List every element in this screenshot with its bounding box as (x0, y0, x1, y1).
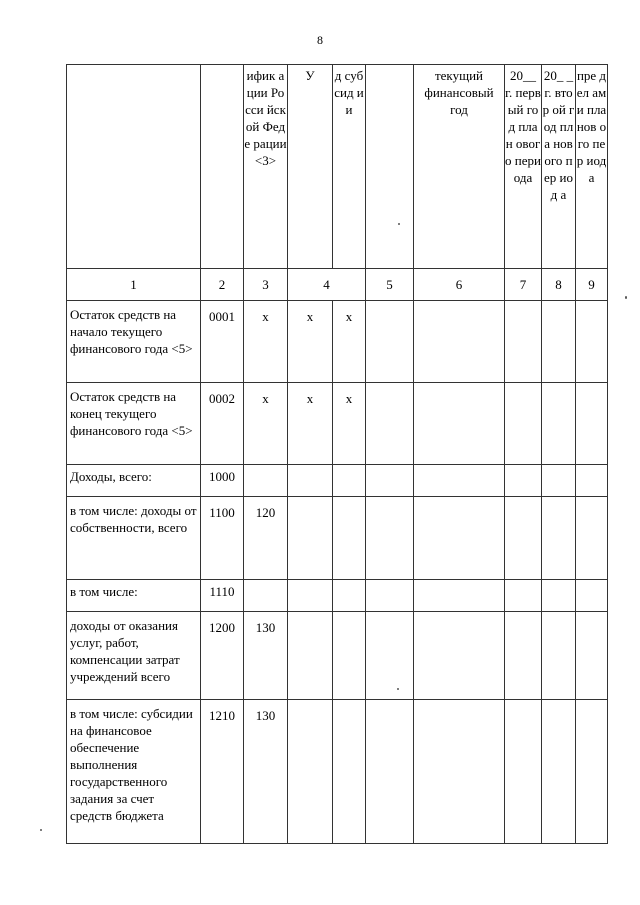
column-number: 1 (67, 269, 201, 301)
empty-cell (576, 383, 608, 465)
header-col2 (201, 65, 244, 269)
empty-cell (576, 580, 608, 612)
row-value: 120 (244, 497, 288, 580)
row-code: 1200 (201, 612, 244, 700)
empty-cell (366, 580, 414, 612)
empty-cell (576, 612, 608, 700)
empty-cell (366, 700, 414, 844)
empty-cell (542, 497, 576, 580)
empty-cell (505, 580, 542, 612)
row-value: x (333, 383, 366, 465)
empty-cell (542, 700, 576, 844)
empty-cell (414, 383, 505, 465)
header-col6: текущий финансовый год (414, 65, 505, 269)
row-value (244, 465, 288, 497)
row-value: x (244, 383, 288, 465)
row-value (244, 580, 288, 612)
row-value (288, 465, 333, 497)
row-code: 1210 (201, 700, 244, 844)
empty-cell (576, 301, 608, 383)
empty-cell (542, 465, 576, 497)
table-row (67, 301, 608, 383)
empty-cell (542, 301, 576, 383)
row-value (333, 497, 366, 580)
row-value (288, 612, 333, 700)
row-value: x (244, 301, 288, 383)
empty-cell (366, 497, 414, 580)
column-number: 6 (414, 269, 505, 301)
table-row (67, 497, 608, 580)
header-col9: пре дел ами пла нов ого пер иод а (576, 65, 608, 269)
empty-cell (505, 700, 542, 844)
row-code: 0002 (201, 383, 244, 465)
table-row (67, 700, 608, 844)
column-number: 7 (505, 269, 542, 301)
row-value (288, 700, 333, 844)
empty-cell (576, 700, 608, 844)
column-number: 9 (576, 269, 608, 301)
header-col4b: д суб сид ии (333, 65, 366, 269)
empty-cell (542, 612, 576, 700)
row-label: в том числе: субсидии на финансовое обеспечение выполнения государственного задания за счет средств бюджета (67, 700, 201, 844)
empty-cell (505, 383, 542, 465)
row-label: в том числе: (67, 580, 201, 612)
header-row (67, 65, 608, 269)
row-label: Остаток средств на конец текущего финансового года <5> (67, 383, 201, 465)
empty-cell (414, 301, 505, 383)
row-label: Доходы, всего: (67, 465, 201, 497)
row-value (333, 612, 366, 700)
column-number: 8 (542, 269, 576, 301)
empty-cell (414, 497, 505, 580)
column-number-row (67, 269, 608, 301)
row-label: доходы от оказания услуг, работ, компенсации затрат учреждений всего (67, 612, 201, 700)
header-col5 (366, 65, 414, 269)
row-label: Остаток средств на начало текущего финансового года <5> (67, 301, 201, 383)
table-row (67, 612, 608, 700)
row-code: 1110 (201, 580, 244, 612)
row-value (333, 580, 366, 612)
financial-plan-table (66, 64, 608, 844)
scan-speck (625, 296, 627, 299)
header-col7: 20__ г. перв ый год план овог о пери ода (505, 65, 542, 269)
empty-cell (542, 383, 576, 465)
empty-cell (366, 465, 414, 497)
header-col8: 20_ _ г. втор ой год пла нов ого пер иод а (542, 65, 576, 269)
scan-speck (40, 829, 42, 831)
row-code: 1100 (201, 497, 244, 580)
row-value (288, 580, 333, 612)
empty-cell (576, 465, 608, 497)
row-code: 1000 (201, 465, 244, 497)
header-col1 (67, 65, 201, 269)
row-value: 130 (244, 700, 288, 844)
row-value: x (288, 301, 333, 383)
empty-cell (505, 465, 542, 497)
row-code: 0001 (201, 301, 244, 383)
row-value (333, 700, 366, 844)
column-number: 2 (201, 269, 244, 301)
header-col4a: У (288, 65, 333, 269)
column-number: 5 (366, 269, 414, 301)
scan-speck (397, 688, 399, 690)
empty-cell (414, 700, 505, 844)
empty-cell (505, 497, 542, 580)
header-col3: ифик ации Росси йской Феде рации <3> (244, 65, 288, 269)
row-value: x (333, 301, 366, 383)
table-row (67, 383, 608, 465)
table-row (67, 465, 608, 497)
page-number: 8 (317, 33, 323, 47)
row-label: в том числе: доходы от собственности, всего (67, 497, 201, 580)
row-value: x (288, 383, 333, 465)
column-number: 4 (288, 269, 366, 301)
row-value (333, 465, 366, 497)
column-number: 3 (244, 269, 288, 301)
empty-cell (414, 580, 505, 612)
empty-cell (414, 465, 505, 497)
table-row (67, 580, 608, 612)
empty-cell (366, 301, 414, 383)
empty-cell (542, 580, 576, 612)
row-value: 130 (244, 612, 288, 700)
empty-cell (576, 497, 608, 580)
row-value (288, 497, 333, 580)
scan-speck (398, 223, 400, 225)
empty-cell (366, 612, 414, 700)
empty-cell (414, 612, 505, 700)
empty-cell (505, 612, 542, 700)
empty-cell (505, 301, 542, 383)
empty-cell (366, 383, 414, 465)
